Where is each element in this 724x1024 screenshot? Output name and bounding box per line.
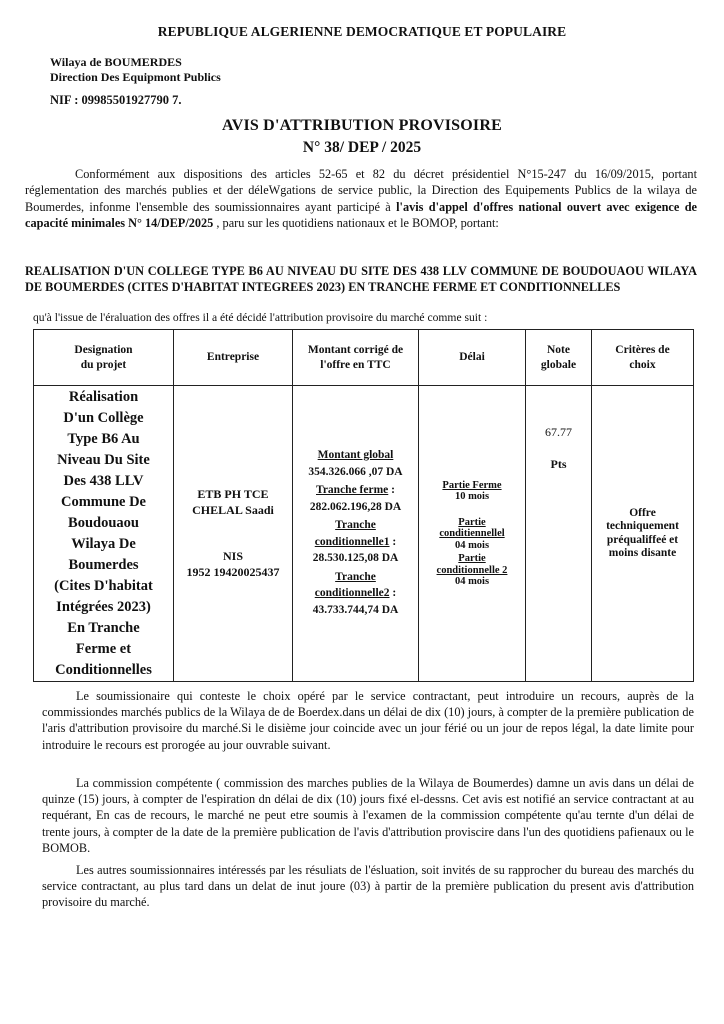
montant-global-value: 354.326.066 ,07 DA (308, 465, 403, 478)
header-designation-line1: Designation (74, 343, 133, 356)
table-header-row (34, 330, 694, 386)
header-criteres (592, 330, 694, 386)
delai-c2-label-line2: conditionnelle 2 (436, 564, 508, 576)
recourse-text: Le soumissionaire qui conteste le choix opéré par le service contractant, peut introduire un recours, auprès de la commissiondes marchés publics de la Wilaya de de Boerdex.dans un délai de dix (10) jours, à compter de la première publication de l'aris d'attribution provisoire du marché.Si le disième jour coincide avec un jour férié ou un jour de repos légal, la date limite pour introduire le recours est prorogée au jour ouvrable suivant. (42, 689, 694, 752)
header-note (526, 330, 592, 386)
designation-line: (Cites D'habitat (54, 577, 153, 594)
tranche-c1-label: Tranche (335, 519, 376, 531)
evaluation-line: qu'à l'issue de l'éraluation des offres il a été décidé l'attribution provisoire du marché comme suit : (33, 311, 488, 324)
award-table (33, 329, 694, 682)
cell-criteres (592, 386, 694, 682)
delai-c1-label-line2: conditiennellel (439, 528, 505, 539)
criteres-line: préqualiffeé et (606, 533, 679, 546)
criteres-line: Offre (629, 506, 656, 519)
tranche-ferme-value: 282.062.196,28 DA (309, 500, 402, 513)
note-unit: Pts (550, 456, 567, 471)
cell-designation (34, 386, 174, 682)
tranche-c1-value: 28.530.125,08 DA (312, 552, 399, 564)
delai-c2-value: 04 mois (454, 576, 490, 587)
designation-line: Ferme et (75, 640, 132, 657)
tranche-ferme-label: Tranche ferme (316, 484, 389, 496)
delai-c1-label: Partie (458, 516, 486, 528)
direction-line: Direction Des Equipmont Publics (50, 70, 221, 84)
header-criteres-line2: choix (629, 358, 656, 371)
cell-montant (293, 386, 419, 682)
entreprise-name-line1: ETB PH TCE (197, 487, 269, 501)
tranche-c2-label-line2: conditionnelle2 (314, 587, 390, 599)
nis-label: NIS (222, 549, 243, 563)
designation-line: Réalisation (68, 388, 139, 405)
header-montant (293, 330, 419, 386)
header-entreprise: Entreprise (174, 330, 293, 386)
header-criteres-line1: Critères de (615, 343, 670, 356)
header-delai: Délai (419, 330, 526, 386)
tranche-c2-value: 43.733.744,74 DA (312, 603, 399, 616)
designation-line: Type B6 Au (67, 430, 140, 447)
delai-ferme-label: Partie Ferme (442, 479, 502, 491)
designation-line: En Tranche (67, 619, 140, 636)
cell-entreprise (174, 386, 293, 682)
wilaya-line: Wilaya de BOUMERDES (50, 55, 182, 69)
commission-text: La commission compétente ( commission des marches publies de la Wilaya de Boumerdes) damne un avis dans un délai de quinze (15) jours, à compter de l'espiration dn délai de dix (10) jours fixé el-dessns. Cet avis est notifié an service contractant at au requérant, En cas de recours, le marché ne peut etre soumis à l'examen de la commission compétente qu'au ternte d'un délai de trente jours, à compter de la date de la première publication de l'avis d'attribution proviscire dans l'un des quotidiens pafienaux ou le BOMOB. (42, 776, 694, 855)
designation-line: Wilaya De (71, 535, 136, 552)
tranche-ferme-colon: : (388, 484, 395, 496)
intro-text-2: , paru sur les quotidiens nationaux et le BOMOP, portant: (213, 216, 499, 231)
nis-value: 1952 19420025437 (186, 564, 280, 579)
intro-tender-reference: l'avis d'appel d'offres national ouvert avec exigence de capacité minimales N° 14/DEP/2025 (25, 199, 697, 231)
notice-number: N° 38/ DEP / 2025 (302, 139, 422, 156)
intro-paragraph (25, 166, 697, 232)
bidders-text: Les autres soumissionnaires intéressés par les résuliats de l'ésluation, soit invités de su rapprocher du bureau des marchés du service contractant, au plus tard dans un delat de inut joure (03) à partir de la première publication du present avis d'attribution provisoire du marché. (42, 863, 694, 910)
tranche-c1-label-line2: conditionnelle1 (314, 535, 390, 548)
designation-line: Des 438 LLV (63, 472, 144, 489)
designation-line: Intégrées 2023) (56, 598, 151, 615)
designation-line: Commune De (61, 493, 146, 510)
notice-title: AVIS D'ATTRIBUTION PROVISOIRE (222, 117, 502, 134)
header-designation-line2: du projet (80, 358, 127, 371)
header-montant-line2: l'offre en TTC (320, 358, 391, 371)
designation-line: Conditionnelles (55, 661, 152, 678)
tranche-c2-label: Tranche (335, 570, 376, 583)
note-value: 67.77 (545, 424, 572, 439)
commission-paragraph (42, 775, 694, 856)
table-row (34, 386, 694, 682)
delai-ferme-value: 10 mois (454, 491, 490, 502)
criteres-line: moins disante (608, 547, 677, 559)
designation-line: Boudouaou (68, 514, 139, 531)
criteres-line: techniquement (606, 520, 679, 532)
nif-line: NIF : 09985501927790 7. (50, 93, 182, 107)
republic-heading: REPUBLIQUE ALGERIENNE DEMOCRATIQUE ET POPULAIRE (157, 24, 567, 39)
header-montant-line1: Montant corrigé de (307, 343, 404, 356)
tranche-c1-colon: : (389, 535, 397, 548)
tranche-c2-colon: : (389, 587, 397, 599)
recourse-paragraph (42, 688, 694, 753)
designation-line: Boumerdes (68, 556, 139, 573)
delai-c1-value: 04 mois (454, 539, 490, 551)
bidders-paragraph (42, 862, 694, 911)
intro-text-1: Conformément aux dispositions des articles 52-65 et 82 du décret présidentiel N°15-247 du 16/09/2015, portant réglementation des marchés publies et der déleWgations de service public, la Direction des Equipements Publics de la wilaya de Boumerdes, infonme l'ensemble des soumissionnaires ayant participé à (25, 167, 697, 214)
header-note-line2: globale (540, 358, 577, 371)
entreprise-name-line2: CHELAL Saadi (192, 502, 274, 517)
cell-note (526, 386, 592, 682)
designation-line: D'un Collège (63, 409, 144, 426)
designation-line: Niveau Du Site (57, 451, 150, 468)
header-designation (34, 330, 174, 386)
project-title: REALISATION D'UN COLLEGE TYPE B6 AU NIVEAU DU SITE DES 438 LLV COMMUNE DE BOUDOUAOU WILAYA DE BOUMERDES (CITES D'HABITAT INTEGREES 2023) EN TRANCHE FERME ET CONDITIONNELLES (25, 264, 697, 294)
montant-global-label: Montant global (317, 449, 394, 461)
cell-delai (419, 386, 526, 682)
delai-c2-label: Partie (458, 553, 486, 564)
header-note-line1: Note (547, 343, 570, 356)
